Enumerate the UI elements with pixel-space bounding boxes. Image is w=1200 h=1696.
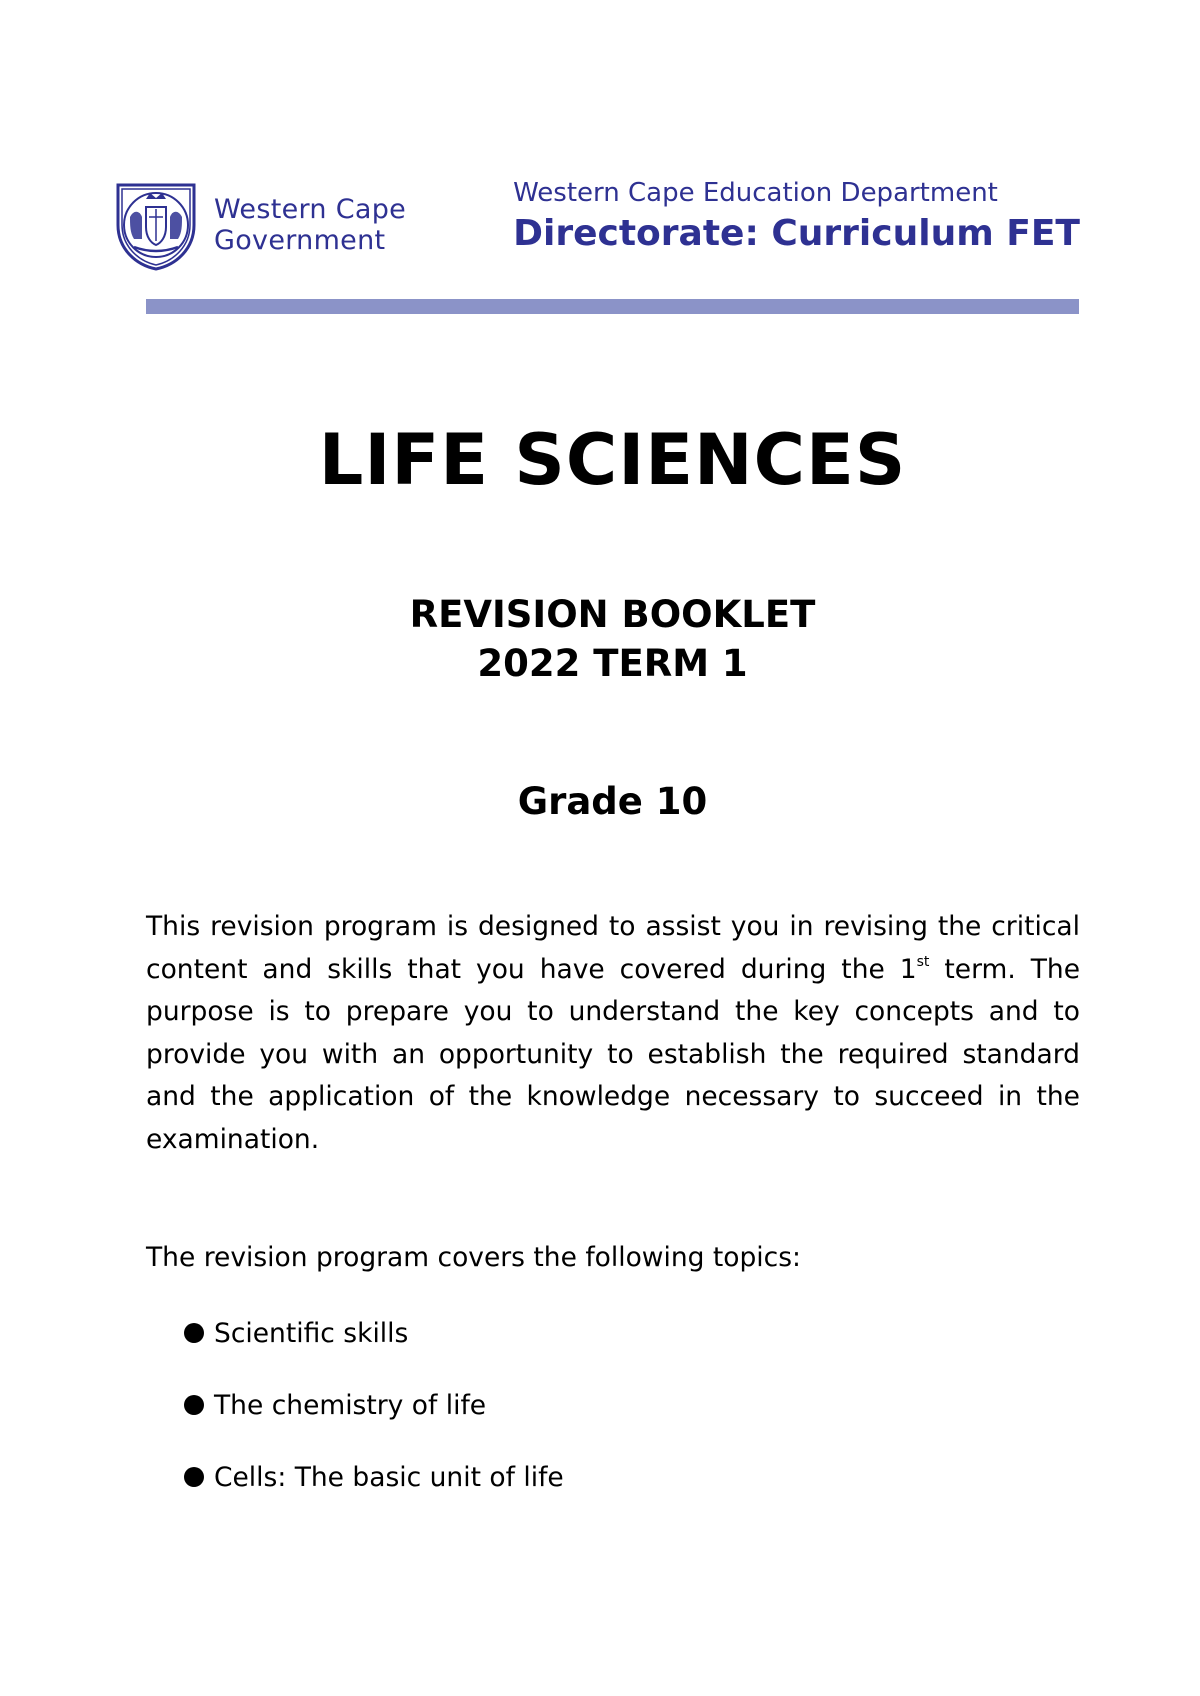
intro-text-start: This revision program is designed to assist you in revising the critical content and skills that you have covered during the 1 (146, 911, 1080, 985)
topic-label: Cells: The basic unit of life (214, 1461, 564, 1493)
list-item (184, 1457, 564, 1497)
topics-list (184, 1313, 564, 1529)
government-logo (108, 175, 438, 275)
grade-title: Grade 10 (517, 780, 708, 823)
header-divider (146, 299, 1079, 314)
intro-text-end: term. The purpose is to prepare you to understand the key concepts and to provide you with an opportunity to establish the required standard and the application of the knowledge necessary to succeed in the examination. (146, 953, 1080, 1155)
bullet-icon (184, 1467, 204, 1487)
coat-of-arms-icon (108, 177, 204, 273)
topic-label: Scientific skills (214, 1317, 409, 1349)
topics-intro: The revision program covers the following topics: (146, 1242, 801, 1273)
list-item (184, 1385, 564, 1425)
booklet-title: REVISION BOOKLET (409, 593, 816, 636)
term-title: 2022 TERM 1 (477, 642, 748, 685)
directorate-name: Directorate: Curriculum FET (513, 213, 1080, 254)
logo-wordmark (214, 194, 406, 256)
subject-title: LIFE SCIENCES (318, 419, 907, 501)
intro-paragraph (146, 906, 1080, 1162)
department-name: Western Cape Education Department (513, 178, 998, 208)
ordinal-suffix: st (916, 953, 930, 970)
list-item (184, 1313, 564, 1353)
department-header (513, 175, 1080, 257)
logo-line-2: Government (214, 225, 386, 256)
bullet-icon (184, 1323, 204, 1343)
bullet-icon (184, 1395, 204, 1415)
logo-line-1: Western Cape (214, 194, 407, 225)
topic-label: The chemistry of life (214, 1389, 487, 1421)
